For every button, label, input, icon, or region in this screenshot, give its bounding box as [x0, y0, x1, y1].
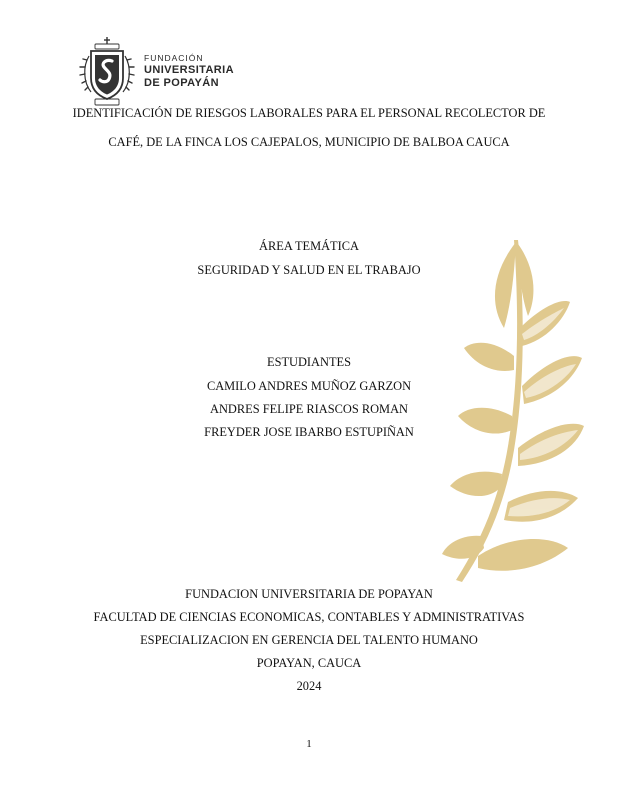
document-title-line-1: IDENTIFICACIÓN DE RIESGOS LABORALES PARA EL PERSONAL RECOLECTOR DE — [72, 106, 546, 120]
university-logo — [78, 36, 248, 108]
logo-line-universitaria: UNIVERSITARIA — [144, 63, 234, 76]
logo-wordmark — [144, 54, 234, 90]
document-title-line-2: CAFÉ, DE LA FINCA LOS CAJEPALOS, MUNICIPIO DE BALBOA CAUCA — [108, 135, 510, 149]
institution-name: FUNDACION UNIVERSITARIA DE POPAYAN — [185, 587, 433, 601]
page-number: 1 — [306, 738, 312, 750]
golden-leaves-ornament — [438, 236, 588, 596]
student-name-1: CAMILO ANDRES MUÑOZ GARZON — [206, 379, 412, 393]
thematic-area-heading: ÁREA TEMÁTICA — [259, 239, 359, 253]
faculty-name: FACULTAD DE CIENCIAS ECONOMICAS, CONTABLES Y ADMINISTRATIVAS — [93, 610, 525, 624]
document-year: 2024 — [296, 679, 322, 693]
logo-line-fundacion: FUNDACIÓN — [144, 53, 204, 63]
city-name: POPAYAN, CAUCA — [256, 656, 362, 670]
university-seal-icon — [78, 36, 136, 108]
thematic-area-value: SEGURIDAD Y SALUD EN EL TRABAJO — [197, 263, 421, 277]
student-name-2: ANDRES FELIPE RIASCOS ROMAN — [210, 402, 408, 416]
student-name-3: FREYDER JOSE IBARBO ESTUPIÑAN — [204, 425, 414, 439]
program-name: ESPECIALIZACION EN GERENCIA DEL TALENTO HUMANO — [140, 633, 478, 647]
students-heading: ESTUDIANTES — [267, 355, 351, 369]
logo-line-popayan: DE POPAYÁN — [144, 77, 219, 90]
